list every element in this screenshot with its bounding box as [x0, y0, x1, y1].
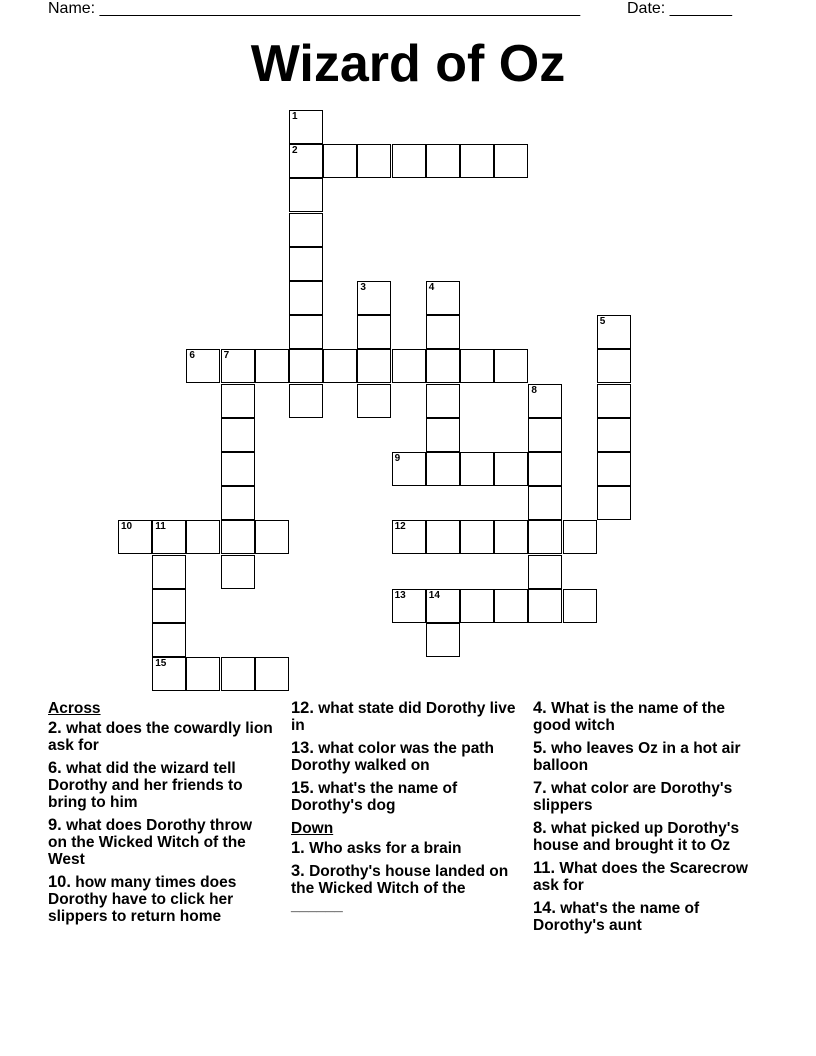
grid-cell[interactable]: [152, 520, 186, 554]
grid-cell[interactable]: [597, 452, 631, 486]
clue-number: 11.: [533, 859, 556, 877]
grid-cell[interactable]: [152, 589, 186, 623]
grid-cell[interactable]: [221, 349, 255, 383]
grid-cell[interactable]: [460, 520, 494, 554]
cell-number: 1: [292, 111, 298, 122]
cell-number: 3: [360, 282, 366, 293]
grid-cell[interactable]: [528, 589, 562, 623]
grid-cell[interactable]: [221, 520, 255, 554]
grid-cell[interactable]: [221, 418, 255, 452]
clue-text: Dorothy's house landed on the Wicked Witch of the ______: [291, 863, 509, 914]
grid-cell[interactable]: [426, 315, 460, 349]
clue-text: what's the name of Dorothy's aunt: [533, 900, 700, 934]
clue-text: what's the name of Dorothy's dog: [291, 780, 458, 814]
clue-text: what does the cowardly lion ask for: [48, 720, 273, 754]
grid-cell[interactable]: [392, 349, 426, 383]
grid-cell[interactable]: [289, 349, 323, 383]
cell-number: 9: [394, 453, 401, 464]
grid-cell[interactable]: [357, 384, 391, 418]
cell-number: 15: [155, 658, 167, 670]
grid-cell[interactable]: [289, 213, 323, 247]
grid-cell[interactable]: [528, 486, 562, 520]
clue-across-13: [291, 740, 519, 774]
grid-cell[interactable]: [426, 418, 460, 452]
clue-down-11: [533, 860, 763, 894]
grid-cell[interactable]: [221, 452, 255, 486]
clue-across-2: [48, 720, 273, 754]
grid-cell[interactable]: [597, 384, 631, 418]
grid-cell[interactable]: [494, 520, 528, 554]
grid-cell[interactable]: [597, 418, 631, 452]
grid-cell[interactable]: [460, 349, 494, 383]
grid-cell[interactable]: [152, 657, 186, 691]
grid-cell[interactable]: [426, 384, 460, 418]
grid-cell[interactable]: [426, 452, 460, 486]
grid-cell[interactable]: [597, 486, 631, 520]
grid-cell[interactable]: [255, 657, 289, 691]
across-heading: Across: [48, 700, 101, 717]
cell-number: 5: [599, 316, 606, 328]
grid-cell[interactable]: [426, 623, 460, 657]
clue-text: Who asks for a brain: [309, 840, 462, 857]
clue-down-7: [533, 780, 763, 814]
grid-cell[interactable]: [528, 452, 562, 486]
clue-column-1: [48, 700, 273, 931]
cell-number: 10: [121, 521, 133, 533]
grid-cell[interactable]: [221, 555, 255, 589]
clue-number: 12.: [291, 699, 314, 717]
clue-text: who leaves Oz in a hot air balloon: [533, 740, 741, 774]
grid-cell[interactable]: [528, 418, 562, 452]
grid-cell[interactable]: [528, 520, 562, 554]
clue-number: 14.: [533, 899, 556, 917]
clue-across-10: [48, 874, 273, 925]
clue-text: what did the wizard tell Dorothy and her friends to bring to him: [48, 760, 243, 811]
down-heading: Down: [291, 820, 334, 837]
clue-down-4: [533, 700, 763, 734]
grid-cell[interactable]: [357, 281, 391, 315]
grid-cell[interactable]: [289, 384, 323, 418]
grid-cell[interactable]: [426, 349, 460, 383]
grid-cell[interactable]: [357, 144, 391, 178]
clue-text: what does Dorothy throw on the Wicked Witch of the West: [48, 817, 253, 868]
grid-cell[interactable]: [460, 589, 494, 623]
clue-text: what color are Dorothy's slippers: [533, 780, 733, 814]
clue-number: 6.: [48, 759, 62, 777]
clue-number: 2.: [48, 719, 62, 737]
grid-cell[interactable]: [152, 623, 186, 657]
clue-text: what picked up Dorothy's house and brought it to Oz: [533, 820, 740, 854]
grid-cell[interactable]: [392, 589, 426, 623]
grid-cell[interactable]: [323, 349, 357, 383]
grid-cell[interactable]: [392, 452, 426, 486]
grid-cell[interactable]: [392, 144, 426, 178]
grid-cell[interactable]: [186, 349, 220, 383]
grid-cell[interactable]: [426, 520, 460, 554]
clue-column-2: [291, 700, 519, 920]
cell-number: 13: [394, 589, 406, 601]
clue-down-8: [533, 820, 763, 854]
clue-number: 7.: [533, 779, 547, 797]
clue-across-6: [48, 760, 273, 811]
grid-cell[interactable]: [494, 144, 528, 178]
grid-cell[interactable]: [494, 452, 528, 486]
clue-across-12: [291, 700, 519, 734]
clue-text: What is the name of the good witch: [533, 700, 726, 734]
clue-across-9: [48, 817, 273, 868]
grid-cell[interactable]: [289, 281, 323, 315]
clue-down-1: [291, 840, 519, 857]
clue-number: 15.: [291, 779, 314, 797]
clue-column-3: [533, 700, 763, 940]
grid-cell[interactable]: [357, 349, 391, 383]
grid-cell[interactable]: [289, 144, 323, 178]
grid-cell[interactable]: [221, 657, 255, 691]
grid-cell[interactable]: [528, 384, 562, 418]
grid-cell[interactable]: [563, 589, 597, 623]
clue-number: 10.: [48, 873, 71, 891]
clue-number: 1.: [291, 839, 305, 857]
clue-text: What does the Scarecrow ask for: [533, 860, 748, 894]
clue-text: what state did Dorothy live in: [291, 700, 516, 734]
grid-cell[interactable]: [186, 520, 220, 554]
grid-cell[interactable]: [426, 281, 460, 315]
grid-cell[interactable]: [597, 349, 631, 383]
grid-cell[interactable]: [597, 315, 631, 349]
date-line[interactable]: Date: _______: [627, 0, 732, 17]
grid-cell[interactable]: [460, 452, 494, 486]
grid-cell[interactable]: [392, 520, 426, 554]
page-title: Wizard of Oz: [250, 35, 566, 93]
clue-number: 9.: [48, 816, 62, 834]
grid-cell[interactable]: [255, 520, 289, 554]
clue-text: what color was the path Dorothy walked on: [291, 740, 494, 774]
grid-cell[interactable]: [152, 555, 186, 589]
grid-cell[interactable]: [255, 349, 289, 383]
cell-number: 2: [292, 145, 298, 157]
name-line[interactable]: Name: ______________________________________________________: [48, 0, 581, 17]
grid-cell[interactable]: [460, 144, 494, 178]
clue-number: 13.: [291, 739, 314, 757]
grid-cell[interactable]: [289, 110, 323, 144]
clue-down-5: [533, 740, 763, 774]
clue-number: 3.: [291, 862, 305, 880]
clue-text: how many times does Dorothy have to click her slippers to return home: [48, 874, 237, 925]
grid-cell[interactable]: [563, 520, 597, 554]
grid-cell[interactable]: [494, 349, 528, 383]
grid-cell[interactable]: [426, 144, 460, 178]
clue-number: 5.: [533, 739, 547, 757]
grid-cell[interactable]: [221, 384, 255, 418]
cell-number: 14: [428, 589, 440, 601]
grid-cell[interactable]: [289, 178, 323, 212]
grid-cell[interactable]: [118, 520, 152, 554]
grid-cell[interactable]: [357, 315, 391, 349]
grid-cell[interactable]: [528, 555, 562, 589]
clue-number: 4.: [533, 699, 547, 717]
grid-cell[interactable]: [323, 144, 357, 178]
cell-number: 6: [189, 350, 195, 362]
cell-number: 4: [428, 282, 435, 293]
clue-number: 8.: [533, 819, 547, 837]
cell-number: 12: [394, 521, 406, 533]
cell-number: 11: [155, 521, 166, 533]
cell-number: 7: [223, 350, 230, 362]
grid-cell[interactable]: [221, 486, 255, 520]
grid-cell[interactable]: [289, 247, 323, 281]
grid-cell[interactable]: [426, 589, 460, 623]
grid-cell[interactable]: [494, 589, 528, 623]
clue-down-3: [291, 863, 519, 914]
grid-cell[interactable]: [186, 657, 220, 691]
clue-down-14: [533, 900, 763, 934]
grid-cell[interactable]: [289, 315, 323, 349]
clue-across-15: [291, 780, 519, 814]
cell-number: 8: [531, 384, 537, 396]
